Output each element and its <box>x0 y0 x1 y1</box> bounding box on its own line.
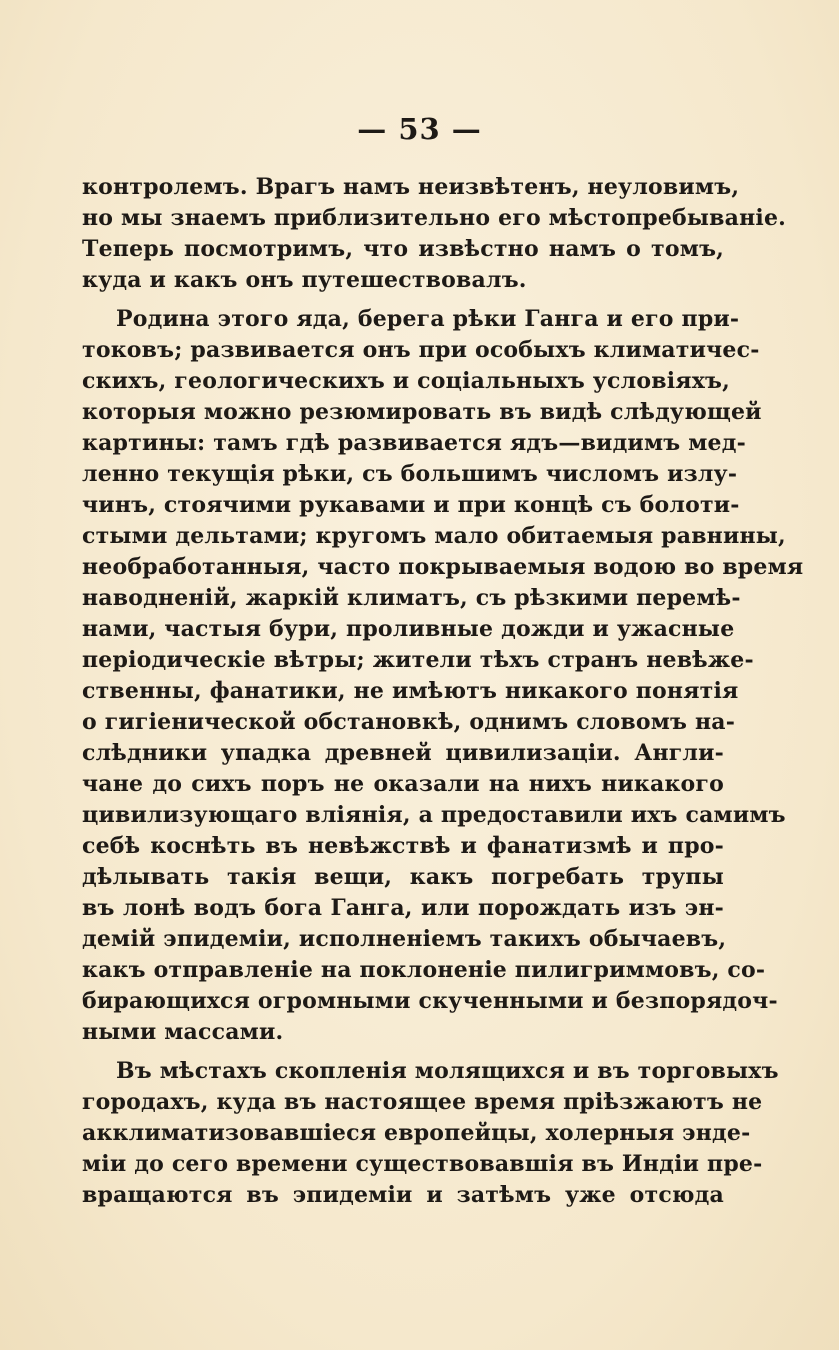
text-line: цивилизующаго вліянія, а предоставили ихъ самимъ <box>82 802 786 828</box>
text-line: необработанныя, часто покрываемыя водою во время <box>82 554 804 580</box>
text-line: которыя можно резюмировать въ видѣ слѣдующей <box>82 399 762 425</box>
text-line: вращаются въ эпидеміи и затѣмъ уже отсюда <box>82 1182 724 1208</box>
paragraph-2 <box>82 304 804 1048</box>
text-line: Въ мѣстахъ скопленія молящихся и въ торговыхъ <box>116 1058 779 1084</box>
text-line: чане до сихъ поръ не оказали на нихъ никакого <box>82 771 724 797</box>
text-line: городахъ, куда въ настоящее время пріѣзжаютъ не <box>82 1089 763 1115</box>
text-line: ственны, фанатики, не имѣютъ никакого понятія <box>82 678 739 704</box>
text-line: демій эпидеміи, исполненіемъ такихъ обычаевъ, <box>82 926 727 952</box>
paragraph-3 <box>82 1056 779 1211</box>
text-line: акклиматизовавшіеся европейцы, холерныя энде- <box>82 1120 751 1146</box>
text-line: ными массами. <box>82 1019 284 1045</box>
text-line: дѣлывать такія вещи, какъ погребать трупы <box>82 864 724 890</box>
text-line: Теперь посмотримъ, что извѣстно намъ о томъ, <box>82 236 724 262</box>
page-number: — 53 — <box>357 112 482 146</box>
text-line: стыми дельтами; кругомъ мало обитаемыя равнины, <box>82 523 786 549</box>
text-line: но мы знаемъ приблизительно его мѣстопребываніе. <box>82 205 787 231</box>
text-line: чинъ, стоячими рукавами и при концѣ съ болоти- <box>82 492 740 518</box>
text-line: скихъ, геологическихъ и соціальныхъ условіяхъ, <box>82 368 730 394</box>
text-line: бирающихся огромными скученными и безпорядоч- <box>82 988 778 1014</box>
text-line: въ лонѣ водъ бога Ганга, или порождать изъ эн- <box>82 895 724 921</box>
text-line: періодическіе вѣтры; жители тѣхъ странъ невѣже- <box>82 647 754 673</box>
text-line: ленно текущія рѣки, съ большимъ числомъ излу- <box>82 461 738 487</box>
text-line: слѣдники упадка древней цивилизаціи. Англи- <box>82 740 724 766</box>
text-line: куда и какъ онъ путешествовалъ. <box>82 267 527 293</box>
text-line: контролемъ. Врагъ намъ неизвѣтенъ, неуловимъ, <box>82 174 740 200</box>
text-line: нами, частыя бури, проливные дожди и ужасные <box>82 616 735 642</box>
text-line: картины: тамъ гдѣ развивается ядъ—видимъ мед- <box>82 430 746 456</box>
text-line: Родина этого яда, берега рѣки Ганга и его при- <box>116 306 740 332</box>
text-line: себѣ коснѣть въ невѣжствѣ и фанатизмѣ и про- <box>82 833 724 859</box>
text-line: какъ отправленіе на поклоненіе пилигриммовъ, со- <box>82 957 766 983</box>
text-line: наводненій, жаркій климатъ, съ рѣзкими перемѣ- <box>82 585 741 611</box>
text-line: токовъ; развивается онъ при особыхъ климатичес- <box>82 337 760 363</box>
body-text <box>82 172 804 1211</box>
text-line: міи до сего времени существовавшія въ Индіи пре- <box>82 1151 763 1177</box>
text-line: о гигіенической обстановкѣ, однимъ словомъ на- <box>82 709 736 735</box>
paragraph-1 <box>82 172 787 296</box>
